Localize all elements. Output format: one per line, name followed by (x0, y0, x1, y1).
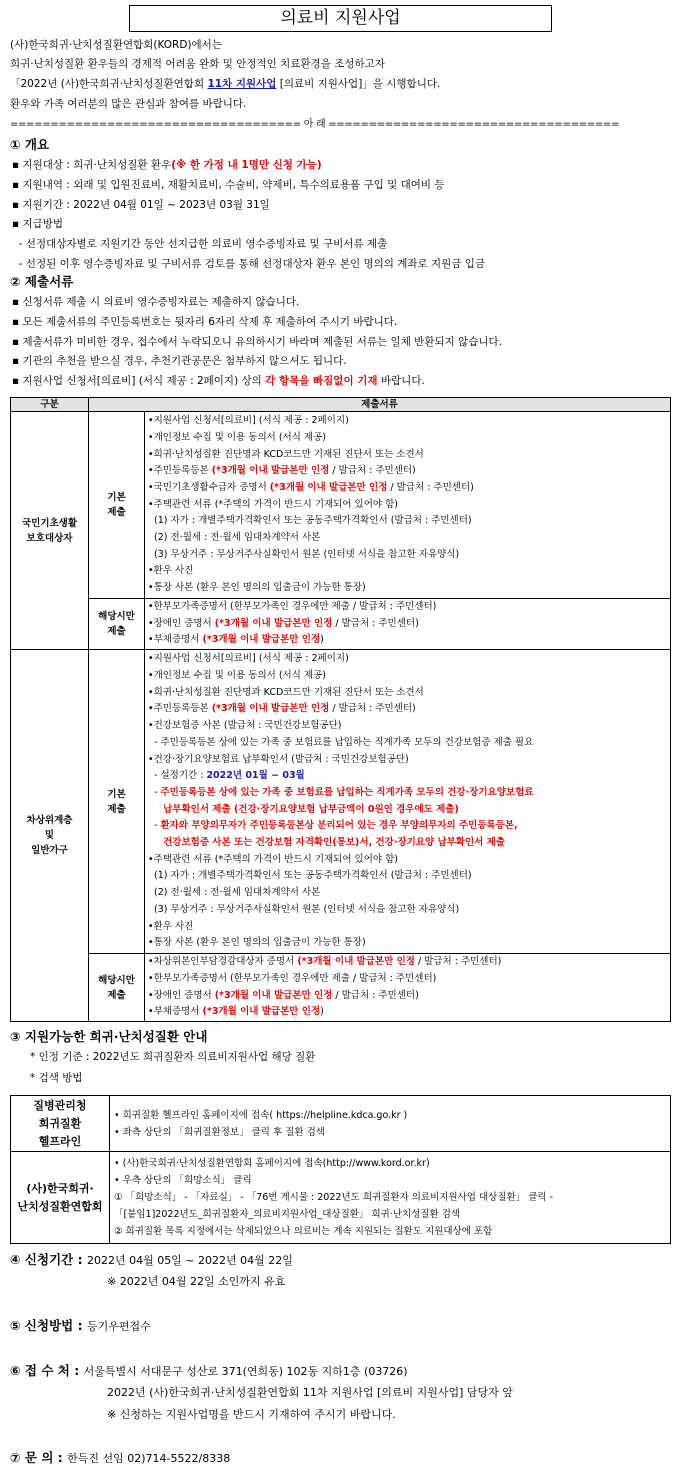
group-2-label-line: 및 (44, 830, 55, 842)
text-span: - (148, 820, 161, 832)
document-item (145, 768, 670, 785)
section-2-list (12, 293, 502, 392)
text-span: (3) 무상거주 : 무상거주사실확인서 원본 (인터넷 서식을 참고한 자유양식) (148, 548, 460, 560)
documents-note-item (12, 333, 502, 353)
section-1-title: ① 개요 (10, 137, 50, 152)
group-2-basic-list (145, 650, 671, 954)
section-4-note: ※ 2022년 04월 22일 소인까지 유효 (107, 1275, 286, 1288)
text-span: ▪ 지원대상 : 희귀·난치성질환 환우 (12, 159, 172, 171)
document-item (145, 447, 670, 464)
text-span: •한부모가족증명서 (한부모가족인 경우에만 제출 / 발급처 : 주민센터) (148, 601, 437, 612)
text-span: (1) 자가 : 개별주택가격확인서 또는 공동주택가격확인서 (발급처 : 주민센터) (148, 870, 472, 882)
group-1-basic-list (145, 412, 671, 599)
document-item (145, 988, 670, 1005)
text-span: - 선정대상자별로 지원기간 동안 선지급한 의료비 영수증빙자료 및 구비서류 제출 (12, 238, 388, 251)
section-7-value: 한득진 선임 02)714-5522/8338 (67, 1452, 231, 1465)
document-item (145, 685, 670, 702)
text-span: •건강보험증 사본 (발급처 : 국민건강보험공단) (148, 720, 342, 732)
group-1-label (11, 412, 89, 650)
section-6-line-2: 2022년 (사)한국희귀·난치성질환연합회 11차 지원사업 [의료비 지원사업] 담당자 앞 (107, 1386, 513, 1399)
intro-line-1: (사)한국희귀·난치성질환연합회(KORD)에서는 (10, 39, 222, 51)
intro-line-3-c: [의료비 지원사업]」을 시행합니다. (276, 78, 441, 90)
section-4 (10, 1250, 293, 1268)
document-item (145, 935, 670, 952)
intro-line-3 (10, 76, 440, 91)
document-item (145, 632, 670, 649)
overview-item (12, 255, 485, 275)
document-item (145, 497, 670, 514)
section-4-title: ④ 신청기간 : (10, 1252, 87, 1267)
text-span: •부채증명서 (148, 634, 203, 646)
text-span: •개인정보 수집 및 이용 동의서 (서식 제공) (148, 669, 326, 681)
text-span: / 발급처 : 주민센터) (387, 481, 474, 493)
section-6 (10, 1361, 408, 1379)
step-line: • 좌측 상단의 「희귀질환정보」 클릭 후 질환 검색 (114, 1126, 325, 1138)
kord-steps (110, 1152, 671, 1244)
text-span: ▪ 지원내역 : 외래 및 입원진료비, 재활치료비, 수술비, 약제비, 특수의료용품 구입 및 대여비 등 (12, 178, 445, 191)
step-line: 「[붙임1]2022년도_희귀질환자_의료비지원사업_대상질환」 희귀·난치성질환 검색 (114, 1209, 461, 1220)
text-span: ▪ 기관의 추천을 받으실 경우, 추천기관공문은 첨부하지 않으셔도 됩니다. (12, 355, 347, 368)
text-span: •지원사업 신청서[의료비] (서식 제공 : 2페이지) (148, 415, 349, 427)
text-span: (1) 자가 : 개별주택가격확인서 또는 공동주택가격확인서 (발급처 : 주민센터) (148, 515, 472, 527)
text-span: •통장 사본 (환우 본인 명의의 입출금이 가능한 통장) (148, 582, 366, 594)
group-2-label-line: 일반가구 (31, 845, 68, 857)
text-span: / 발급처 : 주민센터) (329, 703, 416, 715)
label-line: 제출 (107, 803, 126, 815)
text-span: ) (320, 1006, 324, 1018)
overview-item (12, 176, 485, 196)
document-item (145, 463, 670, 480)
text-span: •건강·장기요양보험료 납부확인서 (발급처 : 국민건강보험공단) (148, 753, 409, 765)
step-line: ② 희귀질환 목록 지정에서는 삭제되었으나 의료비는 계속 지원되는 질환도 지원대상에 포함 (114, 1226, 493, 1237)
label-line: (사)한국희귀· (26, 1181, 94, 1195)
document-item (145, 902, 670, 919)
section-6-line-3: ※ 신청하는 지원사업명을 반드시 기재하여 주시기 바랍니다. (107, 1408, 396, 1421)
document-item (145, 818, 670, 835)
label-line: 제출 (107, 507, 126, 518)
text-span: (3) 무상거주 : 무상거주사실확인서 원본 (인터넷 서식을 참고한 자유양식) (148, 903, 460, 915)
document-item (145, 954, 670, 971)
text-span: •국민기초생활수급자 증명서 (148, 481, 270, 493)
step-line: • 우측 상단의 「희망소식」 클릭 (114, 1175, 252, 1186)
document-item (145, 668, 670, 685)
documents-note-item (12, 313, 502, 333)
section-3-criteria: * 인정 기준 : 2022년도 희귀질환자 의료비지원사업 해당 질환 (30, 1051, 316, 1063)
document-item (145, 752, 670, 769)
text-span: •차상위본인부담경감대상자 증명서 (148, 956, 298, 968)
text-span: (*3개월 이내 발급본만 인정 (214, 617, 333, 629)
text-span: •부채증명서 (148, 1006, 203, 1018)
text-span: / 발급처 : 주민센터) (329, 465, 416, 477)
divider: ==================================== 아 래 ==================================== (10, 119, 620, 130)
text-span (148, 804, 163, 815)
text-span: •환우 사진 (148, 920, 194, 932)
overview-item (12, 215, 485, 235)
documents-table (10, 397, 671, 1022)
overview-item (12, 196, 485, 216)
group-2-optional-list (145, 954, 671, 1022)
label-line: 난치성질환연합회 (17, 1199, 103, 1213)
text-span: ▪ 지급방법 (12, 218, 64, 231)
text-span: •지원사업 신청서[의료비] (서식 제공 : 2페이지) (148, 653, 349, 665)
group-2-optional-label (89, 954, 145, 1022)
text-span: (※ 한 가정 내 1명만 신청 가능) (171, 159, 322, 171)
text-span: (*3개월 이내 발급본만 인정 (202, 634, 321, 646)
text-span: 각 항목을 빠짐없이 기재 (265, 375, 378, 388)
text-span: 바랍니다. (377, 375, 425, 388)
document-item (145, 563, 670, 580)
text-span: •주택관련 서류 (*주택의 가격이 반드시 기재되어 있어야 함) (148, 498, 398, 510)
text-span: ▪ 지원기간 : 2022년 04월 01일 ~ 2023년 03월 31일 (12, 198, 270, 211)
document-item (145, 547, 670, 564)
document-item (145, 701, 670, 718)
overview-item (12, 156, 485, 176)
text-span: ▪ 신청서류 제출 시 의료비 영수증빙자료는 제출하지 않습니다. (12, 296, 300, 308)
group-2-label (11, 650, 89, 1022)
table-header-documents: 제출서류 (89, 398, 671, 412)
text-span: 2022년 01월 ~ 03월 (206, 770, 305, 782)
group-1-label-line: 보호대상자 (26, 532, 73, 544)
search-method-table (10, 1095, 671, 1244)
document-item (145, 599, 670, 616)
text-span: •주택관련 서류 (*주택의 가격이 반드시 기재되어 있어야 함) (148, 853, 398, 865)
section-5-title: ⑤ 신청방법 : (10, 1318, 87, 1333)
label-line: 희귀질환 (38, 1116, 82, 1130)
text-span: (2) 전·월세 : 전·월세 임대차계약서 사본 (148, 532, 321, 544)
text-span (148, 837, 163, 848)
text-span: - 주민등록등본 상에 있는 가족 중 보험료를 납입하는 직계가족 모두의 건강보험증 제출 필요 (148, 736, 534, 748)
section-7 (10, 1448, 230, 1466)
step-line: • 희귀질환 헬프라인 홈페이지에 접속( https://helpline.kdca.go.kr ) (114, 1109, 408, 1121)
group-1-optional-label (89, 599, 145, 650)
label-line: 제출 (107, 626, 126, 638)
helpline-steps (110, 1096, 671, 1152)
text-span: ▪ 제출서류가 미비한 경우, 접수에서 누락되오니 유의하시기 바라며 제출된 서류는 일체 반환되지 않습니다. (12, 335, 502, 348)
document-item (145, 852, 670, 869)
label-line: 해당시만 (98, 974, 135, 986)
document-item (145, 616, 670, 633)
documents-note-item (12, 352, 502, 372)
text-span: (*3개월 이내 발급본만 인정 (211, 465, 330, 477)
text-span: 주민등록등본 상에 있는 가족 중 보험료를 납입하는 직계가족 모두의 건강·장기요양보험료 (160, 786, 534, 798)
text-span: / 발급처 : 주민센터) (414, 956, 502, 968)
text-span: •장애인 증명서 (148, 989, 215, 1001)
intro-line-3-a: 「2022년 (사)한국희귀·난치성질환연합회 (10, 78, 208, 90)
label-line: 기본 (107, 788, 126, 800)
group-1-basic-label (89, 412, 145, 599)
text-span: ▪ 지원사업 신청서[의료비] (서식 제공 : 2페이지) 상의 (12, 375, 266, 388)
intro-line-4: 환우와 가족 여러분의 많은 관심과 참여를 바랍니다. (10, 98, 247, 110)
document-item (145, 530, 670, 547)
group-2-basic-label (89, 650, 145, 954)
document-item (145, 430, 670, 447)
group-1-label-line: 국민기초생활 (21, 517, 78, 529)
text-span: •주민등록등본 (148, 465, 212, 477)
text-span: 환자와 부양의무자가 주민등록등본상 분리되어 있는 경우 부양의무자의 주민등록등본, (160, 820, 518, 832)
text-span: / 발급처 : 주민센터) (332, 989, 419, 1001)
document-item (145, 885, 670, 902)
section-5-value: 등기우편접수 (86, 1320, 151, 1333)
section-1-list (12, 156, 485, 275)
group-1-optional-list (145, 599, 671, 650)
text-span: •희귀·난치성질환 진단명과 KCD코드만 기재된 진단서 또는 소견서 (148, 448, 424, 460)
kord-label (11, 1152, 110, 1244)
text-span: - 선정된 이후 영수증빙자료 및 구비서류 검토를 통해 선정대상자 환우 본인 명의의 계좌로 지원금 입금 (12, 257, 486, 270)
text-span: •희귀·난치성질환 진단명과 KCD코드만 기재된 진단서 또는 소견서 (148, 686, 424, 698)
section-5 (10, 1316, 151, 1334)
section-3-search-method: * 검색 방법 (30, 1072, 83, 1084)
text-span: ) (320, 634, 324, 646)
step-line: ① 「희망소식」 - 「자료실」 - 「76번 게시물 : 2022년도 희귀질환자 의료비지원사업 대상질환」 클릭 - (114, 1192, 554, 1203)
text-span: (*3개월 이내 발급본만 인정 (214, 989, 333, 1001)
step-line: • (사)한국희귀·난치성질환연합회 홈페이지에 접속(http://www.kord.or.kr) (114, 1158, 430, 1169)
table-header-category: 구분 (11, 398, 89, 412)
section-6-title: ⑥ 접 수 처 : (10, 1363, 84, 1378)
label-line: 제출 (107, 989, 126, 1001)
document-item (145, 580, 670, 597)
label-line: 해당시만 (98, 611, 135, 623)
text-span: •장애인 증명서 (148, 617, 215, 629)
helpline-label (11, 1096, 110, 1152)
text-span: (*3개월 이내 발급본만 인정 (269, 481, 388, 493)
text-span: •통장 사본 (환우 본인 명의의 입출금이 가능한 통장) (148, 937, 366, 949)
text-span: (*3개월 이내 발급본만 인정 (297, 956, 415, 968)
text-span: •환우 사진 (148, 565, 194, 577)
group-2-label-line: 차상위계층 (26, 815, 73, 827)
label-line: 기본 (107, 492, 126, 503)
section-4-value: 2022년 04월 05일 ~ 2022년 04월 22일 (86, 1254, 293, 1267)
document-item (145, 1004, 670, 1021)
label-line: 질병관리청 (33, 1098, 87, 1112)
page-title: 의료비 지원사업 (129, 5, 552, 32)
text-span: - (148, 786, 161, 798)
document-item (145, 835, 670, 852)
overview-item (12, 235, 485, 255)
documents-note-item (12, 372, 502, 392)
text-span: ▪ 모든 제출서류의 주민등록번호는 뒷자리 6자리 삭제 후 제출하여 주시기 바랍니다. (12, 315, 398, 328)
text-span: - 설정기간 : (148, 770, 207, 782)
document-item (145, 735, 670, 752)
text-span: •한부모가족증명서 (한부모가족인 경우에만 제출 / 발급처 : 주민센터) (148, 972, 437, 984)
document-item (145, 785, 670, 802)
document-item (145, 651, 670, 668)
intro-highlight: 11차 지원사업 (207, 78, 277, 90)
document-item (145, 802, 670, 819)
section-6-value: 서울특별시 서대문구 성산로 371(연희동) 102동 지하1층 (03726) (83, 1365, 408, 1378)
text-span: •주민등록등본 (148, 703, 212, 715)
document-item (145, 413, 670, 430)
label-line: 헬프라인 (38, 1134, 82, 1148)
document-item (145, 971, 670, 988)
text-span: 납부확인서 제출 (건강·장기요양보험 납부금액이 0원인 경우에도 제출) (163, 803, 459, 815)
document-item (145, 868, 670, 885)
intro-line-2: 희귀·난치성질환 환우들의 경제적 어려움 완화 및 안정적인 치료환경을 조성하고자 (10, 58, 385, 70)
text-span: (*3개월 이내 발급본만 인정 (211, 703, 330, 715)
text-span: (*3개월 이내 발급본만 인정 (202, 1006, 321, 1018)
text-span: 건강보험증 사본 또는 건강보험 자격확인(통보)서, 건강·장기요양 납부확인서 제출 (163, 837, 506, 849)
section-7-title: ⑦ 문 의 : (10, 1450, 68, 1465)
document-item (145, 919, 670, 936)
text-span: (2) 전·월세 : 전·월세 임대차계약서 사본 (148, 887, 321, 899)
section-3-title: ③ 지원가능한 희귀·난치성질환 안내 (10, 1029, 208, 1044)
document-item (145, 513, 670, 530)
document-item (145, 718, 670, 735)
section-2-title: ② 제출서류 (10, 274, 74, 289)
documents-note-item (12, 293, 502, 313)
text-span: •개인정보 수집 및 이용 동의서 (서식 제공) (148, 431, 326, 443)
text-span: / 발급처 : 주민센터) (332, 617, 419, 629)
document-item (145, 480, 670, 497)
